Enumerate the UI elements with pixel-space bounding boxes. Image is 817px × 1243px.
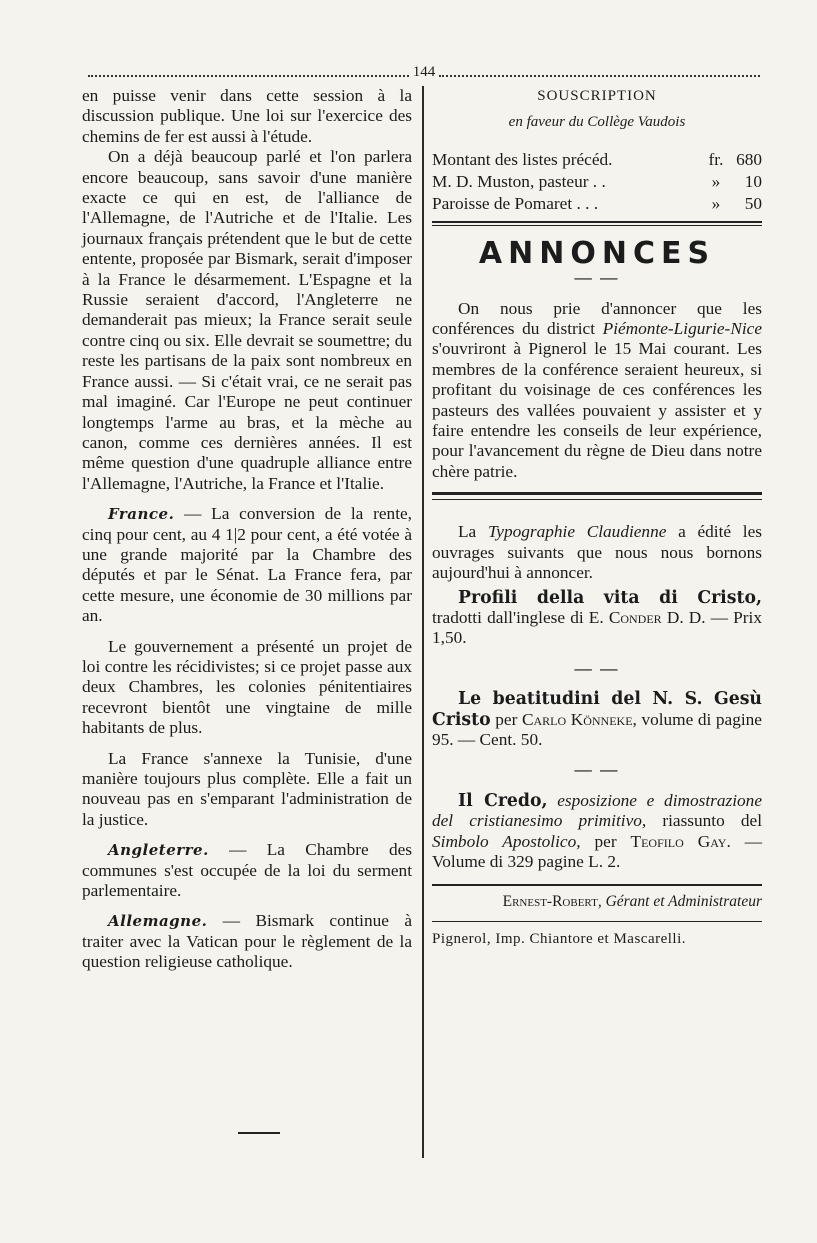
book-author: Teofilo Gay — [630, 831, 727, 851]
souscription-title: SOUSCRIPTION — [537, 88, 657, 104]
gerant-line — [432, 892, 762, 912]
book-beatitudini: Le beatitudini del N. S. Gesù Cristo per Carlo Könneke, volume di pagine 95. — Cent. 50. — [432, 689, 762, 749]
imprint-rule — [432, 921, 762, 922]
souscription-subtitle: en faveur du Collège Vaudois — [508, 114, 686, 131]
book-credo: Il Credo, esposizione e dimostrazione del cristianesimo primitivo, riassunto del Simbolo Apostolico, per Teofilo Gay. — Volume di 329 pagine L. 2. — [432, 790, 762, 871]
paragraph-alliance: On a déjà beaucoup parlé et l'on parlera encore beaucoup, sans savoir d'une manière exacte ce qui en est, de l'alliance de l'Allemagne, de l'Autriche et de l'Italie. Les journaux français prétendent que le but de cette entente, proposée par Bismark, serait d'imposer à la France le désarmement. L'Espagne et la Russie seraient d'accord, l'Angleterre ne demanderait pas mieux; la France serait seule contre cinq ou six. Elle devrait se soumettre; du reste les partisans de la paix sont nombreux en France aussi. — Si c'était vrai, ce ne serait pas mal imaginé. Car l'Europe ne peut continuer longtemps l'arme au bras, et la mèche au canon, comme ces dernières années. Il est même question d'une quadruple alliance entre l'Allemagne, l'Autriche, la France et l'Italie. — [82, 147, 412, 493]
footer-rule — [432, 884, 762, 886]
allemagne-text: — Bismark continue à traiter avec la Vatican pour le règlement de la question religieuse catholique. — [82, 911, 412, 972]
paragraph-session: en puisse venir dans cette session à la discussion publique. Une loi sur l'exercice des chemins de fer est aussi à l'étude. — [82, 86, 412, 146]
list-item: Paroisse de Pomaret . . . » 50 — [432, 193, 762, 213]
annonce-conferences: On nous prie d'annoncer que les conférences du district Piémonte-Ligurie-Nice s'ouvriront à Pignerol le 15 Mai courant. Les membres de la conférence seraient heureux, si profitant du voisinage de ces conférences les pasteurs des vallées pouvaient y assister et y faire entendre les conseils de leur expérience, pour l'avancement du règne de Dieu dans notre chère patrie. — [432, 298, 762, 481]
souscription-list — [432, 149, 762, 215]
rubric-angleterre: Angleterre. — [108, 841, 209, 860]
gerant-name: Ernest-Robert — [502, 893, 598, 911]
left-column — [82, 86, 412, 973]
list-item: M. D. Muston, pasteur . . » 10 — [432, 171, 762, 191]
paragraph-recidivistes: Le gouvernement a présenté un projet de loi contre les récidivistes; si ce projet passe aux deux Chambres, les colonies pénitentiaires recevront bientôt une vingtaine de mille habitants de plus. — [82, 636, 412, 738]
annonce-rule — [432, 492, 762, 495]
book-title: Il Credo, — [458, 790, 548, 811]
book-author: Conder — [608, 607, 662, 627]
header-rule-right — [439, 67, 760, 77]
right-column — [432, 86, 762, 950]
book-author: Carlo Könneke — [521, 709, 633, 729]
district-name: Piémonte-Ligurie-Nice — [602, 319, 762, 339]
paragraph-tunisie: La France s'annexe la Tunisie, d'une manière toujours plus complète. Elle a fait un nouveau pas en s'emparant l'administration de la justice. — [82, 748, 412, 829]
publisher-name: Typographie Claudienne — [487, 522, 667, 542]
rubric-allemagne: Allemagne. — [108, 912, 208, 931]
souscription-rule — [432, 221, 762, 226]
gerant-role: , Gérant et Administrateur — [597, 893, 762, 911]
column-divider — [422, 86, 424, 1158]
angleterre-text: — La Chambre des communes s'est occupée de la loi du serment parlementaire. — [82, 840, 412, 901]
page-header — [88, 62, 760, 82]
separator: — — — [574, 658, 620, 678]
annonce-typographie: La Typographie Claudienne a édité les ouvrages suivants que nous nous bornons aujourd'hui à annoncer. — [432, 522, 762, 583]
separator: — — — [574, 760, 620, 780]
paragraph-allemagne — [82, 911, 412, 972]
closing-dash — [238, 1132, 280, 1134]
separator: — — — [574, 268, 620, 288]
annonces-title: ANNONCES — [478, 235, 716, 271]
book-title: Le beatitudini del N. S. Gesù Cristo — [432, 689, 762, 730]
list-item: Montant des listes précéd. fr. 680 — [432, 149, 762, 169]
book-profili: Profili della vita di Cristo, tradotti dall'inglese di E. Conder D. D. — Prix 1,50. — [432, 587, 762, 648]
france-text: — La conversion de la rente, cinq pour cent, au 4 1|2 pour cent, a été votée à une grande majorité par la Chambre des députés et par le Sénat. La France fera, par cette mesure, une économie de 30 millions par an. — [82, 504, 412, 626]
annonce-rule-thin — [432, 499, 762, 500]
page-number: 144 — [412, 63, 436, 80]
imprint-line: Pignerol, Imp. Chiantore et Mascarelli. — [432, 930, 687, 947]
header-rule-left — [88, 67, 409, 77]
paragraph-angleterre — [82, 840, 412, 901]
paragraph-france — [82, 504, 412, 626]
rubric-france: France. — [108, 505, 175, 524]
book-title: Profili della vita di Cristo, — [458, 587, 762, 608]
